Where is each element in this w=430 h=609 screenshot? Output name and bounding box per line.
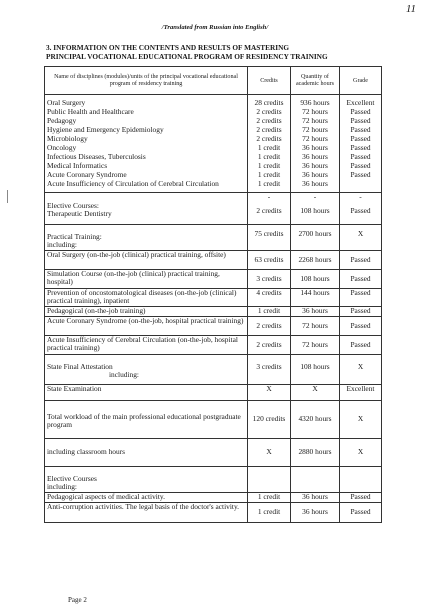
practical-row — [45, 317, 382, 336]
elective2-item-credits: 1 credit — [248, 502, 291, 522]
credit-value: 28 credits — [254, 98, 284, 107]
practical-item-grade: Passed — [340, 307, 382, 317]
workload-row — [45, 401, 382, 439]
practical-item-name: Acute Insufficiency of Cerebral Circulation (on-the-job, hospital practical training) — [45, 336, 248, 355]
elective2-item-hours: 36 hours — [291, 492, 340, 502]
credit-value: 2 credits — [256, 116, 282, 125]
practical-item-grade: Passed — [340, 289, 382, 307]
grade-value: Passed — [350, 107, 371, 116]
discipline-hours — [291, 95, 340, 193]
elective2-item-grade: Passed — [340, 492, 382, 502]
grade-value: Passed — [350, 125, 371, 134]
classroom-credits: X — [248, 439, 291, 467]
section-title — [46, 44, 328, 61]
elective2-header-row — [45, 467, 382, 493]
classroom-label: including classroom hours — [45, 439, 248, 467]
practical-item-name: Oral Surgery (on-the-job (clinical) practical training, offsite) — [45, 251, 248, 270]
state-attestation-title: State Final Attestation — [47, 362, 113, 371]
elective2-row — [45, 492, 382, 502]
hours-value: 936 hours — [300, 98, 330, 107]
hours-value: 36 hours — [302, 170, 328, 179]
header-grade: Grade — [340, 67, 382, 95]
elective-row — [45, 193, 382, 225]
practical-item-credits: 63 credits — [248, 251, 291, 270]
practical-title: Practical Training: — [47, 232, 102, 241]
grade-value: Passed — [350, 161, 371, 170]
header-credits: Credits — [248, 67, 291, 95]
discipline-name: Pedagogy — [47, 116, 77, 125]
section-title-line2: PRINCIPAL VOCATIONAL EDUCATIONAL PROGRAM OF RESIDENCY TRAINING — [46, 51, 328, 61]
elective-dash: - — [267, 192, 271, 201]
practical-item-credits: 2 credits — [248, 317, 291, 336]
practical-credits: 75 credits — [248, 225, 291, 251]
header-name: Name of disciplines (modules)/units of the principal vocational educational program of residency training — [45, 67, 248, 95]
practical-item-name: Pedagogical (on-the-job training) — [45, 307, 248, 317]
discipline-grades — [340, 95, 382, 193]
state-grade: X — [340, 355, 382, 385]
discipline-name: Oral Surgery — [47, 98, 86, 107]
elective2-item-hours: 36 hours — [291, 502, 340, 522]
discipline-name: Acute Coronary Syndrome — [47, 170, 127, 179]
elective-dash: - — [359, 192, 362, 201]
state-attestation-label — [45, 355, 248, 385]
discipline-names — [45, 95, 248, 193]
elective-credits — [248, 193, 291, 225]
practical-grade: X — [340, 225, 382, 251]
grade-value: Passed — [350, 170, 371, 179]
hours-value: 72 hours — [302, 134, 328, 143]
grade-value: Passed — [350, 134, 371, 143]
practical-item-grade: Passed — [340, 251, 382, 270]
classroom-grade: X — [340, 439, 382, 467]
practical-label — [45, 225, 248, 251]
grade-value: Passed — [350, 152, 371, 161]
elective2-item-name: Anti-corruption activities. The legal basis of the doctor's activity. — [45, 502, 248, 522]
credit-value: 1 credit — [257, 161, 281, 170]
practical-row — [45, 307, 382, 317]
discipline-name: Acute Insufficiency of Circulation of Cerebral Circulation — [47, 179, 219, 188]
state-exam-credits: X — [248, 385, 291, 401]
discipline-name: Oncology — [47, 143, 77, 152]
practical-item-grade: Passed — [340, 270, 382, 289]
discipline-name: Infectious Diseases, Tuberculosis — [47, 152, 146, 161]
practical-including: including: — [47, 240, 77, 250]
elective-hours — [291, 193, 340, 225]
elective-credit-value: 2 credits — [256, 206, 282, 216]
state-attestation-row — [45, 355, 382, 385]
hours-value: 72 hours — [302, 116, 328, 125]
state-hours: 108 hours — [291, 355, 340, 385]
practical-item-hours: 108 hours — [291, 270, 340, 289]
practical-item-credits: 2 credits — [248, 336, 291, 355]
credit-value: 1 credit — [257, 179, 281, 188]
classroom-hours: 2880 hours — [291, 439, 340, 467]
practical-item-credits: 1 credit — [248, 307, 291, 317]
hours-value: 36 hours — [302, 143, 328, 152]
page-number: 11 — [405, 3, 416, 15]
practical-row — [45, 270, 382, 289]
header-hours: Quantity of academic hours — [291, 67, 340, 95]
elective-label: Elective Courses: — [47, 201, 99, 210]
practical-item-name: Prevention of oncostomatological diseases (on-the-job (clinical) practical training), inpatient — [45, 289, 248, 307]
practical-item-hours: 2268 hours — [291, 251, 340, 270]
grade-value: Passed — [350, 116, 371, 125]
elective2-label — [45, 467, 248, 493]
practical-item-hours: 144 hours — [291, 289, 340, 307]
discipline-name: Medical Informatics — [47, 161, 108, 170]
practical-row — [45, 336, 382, 355]
practical-item-grade: Passed — [340, 336, 382, 355]
credit-value: 2 credits — [256, 107, 282, 116]
state-exam-label: State Examination — [45, 385, 248, 401]
elective2-item-grade: Passed — [340, 502, 382, 522]
translation-note: /Translated from Russian into English/ — [161, 24, 269, 31]
practical-header-row — [45, 225, 382, 251]
state-including: including: — [109, 370, 139, 380]
elective2-empty — [248, 467, 291, 493]
practical-item-name: Simulation Course (on-the-job (clinical) practical training, hospital) — [45, 270, 248, 289]
hours-value: 36 hours — [302, 152, 328, 161]
grade-value: Passed — [350, 143, 371, 152]
practical-item-credits: 4 credits — [248, 289, 291, 307]
margin-mark — [7, 190, 14, 203]
practical-item-hours: 72 hours — [291, 336, 340, 355]
hours-value: 72 hours — [302, 107, 328, 116]
elective2-row — [45, 502, 382, 522]
practical-row — [45, 289, 382, 307]
elective-dash: - — [313, 192, 317, 201]
disciplines-block — [45, 95, 382, 193]
credit-value: 2 credits — [256, 134, 282, 143]
practical-item-credits: 3 credits — [248, 270, 291, 289]
grade-value: Excellent — [346, 98, 375, 107]
elective-grade — [340, 193, 382, 225]
workload-grade: X — [340, 401, 382, 439]
state-exam-grade: Excellent — [340, 385, 382, 401]
elective2-item-credits: 1 credit — [248, 492, 291, 502]
credit-value: 2 credits — [256, 125, 282, 134]
practical-item-grade: Passed — [340, 317, 382, 336]
elective2-empty — [291, 467, 340, 493]
state-exam-row — [45, 385, 382, 401]
practical-item-hours: 36 hours — [291, 307, 340, 317]
discipline-name: Public Health and Healthcare — [47, 107, 134, 116]
workload-credits: 120 credits — [248, 401, 291, 439]
elective2-title: Elective Courses — [47, 474, 97, 483]
hours-value: 36 hours — [302, 179, 328, 188]
practical-item-name: Acute Coronary Syndrome (on-the-job, hospital practical training) — [45, 317, 248, 336]
discipline-name: Hygiene and Emergency Epidemiology — [47, 125, 164, 134]
credit-value: 1 credit — [257, 152, 281, 161]
discipline-credits — [248, 95, 291, 193]
workload-label: Total workload of the main professional educational postgraduate program — [45, 401, 248, 439]
elective-name — [45, 193, 248, 225]
practical-item-hours: 72 hours — [291, 317, 340, 336]
state-credits: 3 credits — [248, 355, 291, 385]
elective-course: Therapeutic Dentistry — [47, 209, 112, 219]
elective2-including: including: — [47, 482, 77, 492]
credit-value: 1 credit — [257, 170, 281, 179]
grade-value — [342, 179, 379, 188]
classroom-row — [45, 439, 382, 467]
credit-value: 1 credit — [257, 143, 281, 152]
hours-value: 72 hours — [302, 125, 328, 134]
elective-hours-value: 108 hours — [300, 206, 330, 216]
elective2-empty — [340, 467, 382, 493]
results-table — [44, 66, 382, 523]
elective2-item-name: Pedagogical aspects of medical activity. — [45, 492, 248, 502]
page-footer: Page 2 — [68, 596, 87, 604]
discipline-name: Microbiology — [47, 134, 88, 143]
practical-hours: 2700 hours — [291, 225, 340, 251]
elective-grade-value: Passed — [350, 206, 371, 216]
practical-row — [45, 251, 382, 270]
hours-value: 36 hours — [302, 161, 328, 170]
state-exam-hours: X — [291, 385, 340, 401]
header-row — [45, 67, 382, 95]
workload-hours: 4320 hours — [291, 401, 340, 439]
section-title-line1: 3. INFORMATION ON THE CONTENTS AND RESULTS OF MASTERING — [46, 43, 290, 52]
